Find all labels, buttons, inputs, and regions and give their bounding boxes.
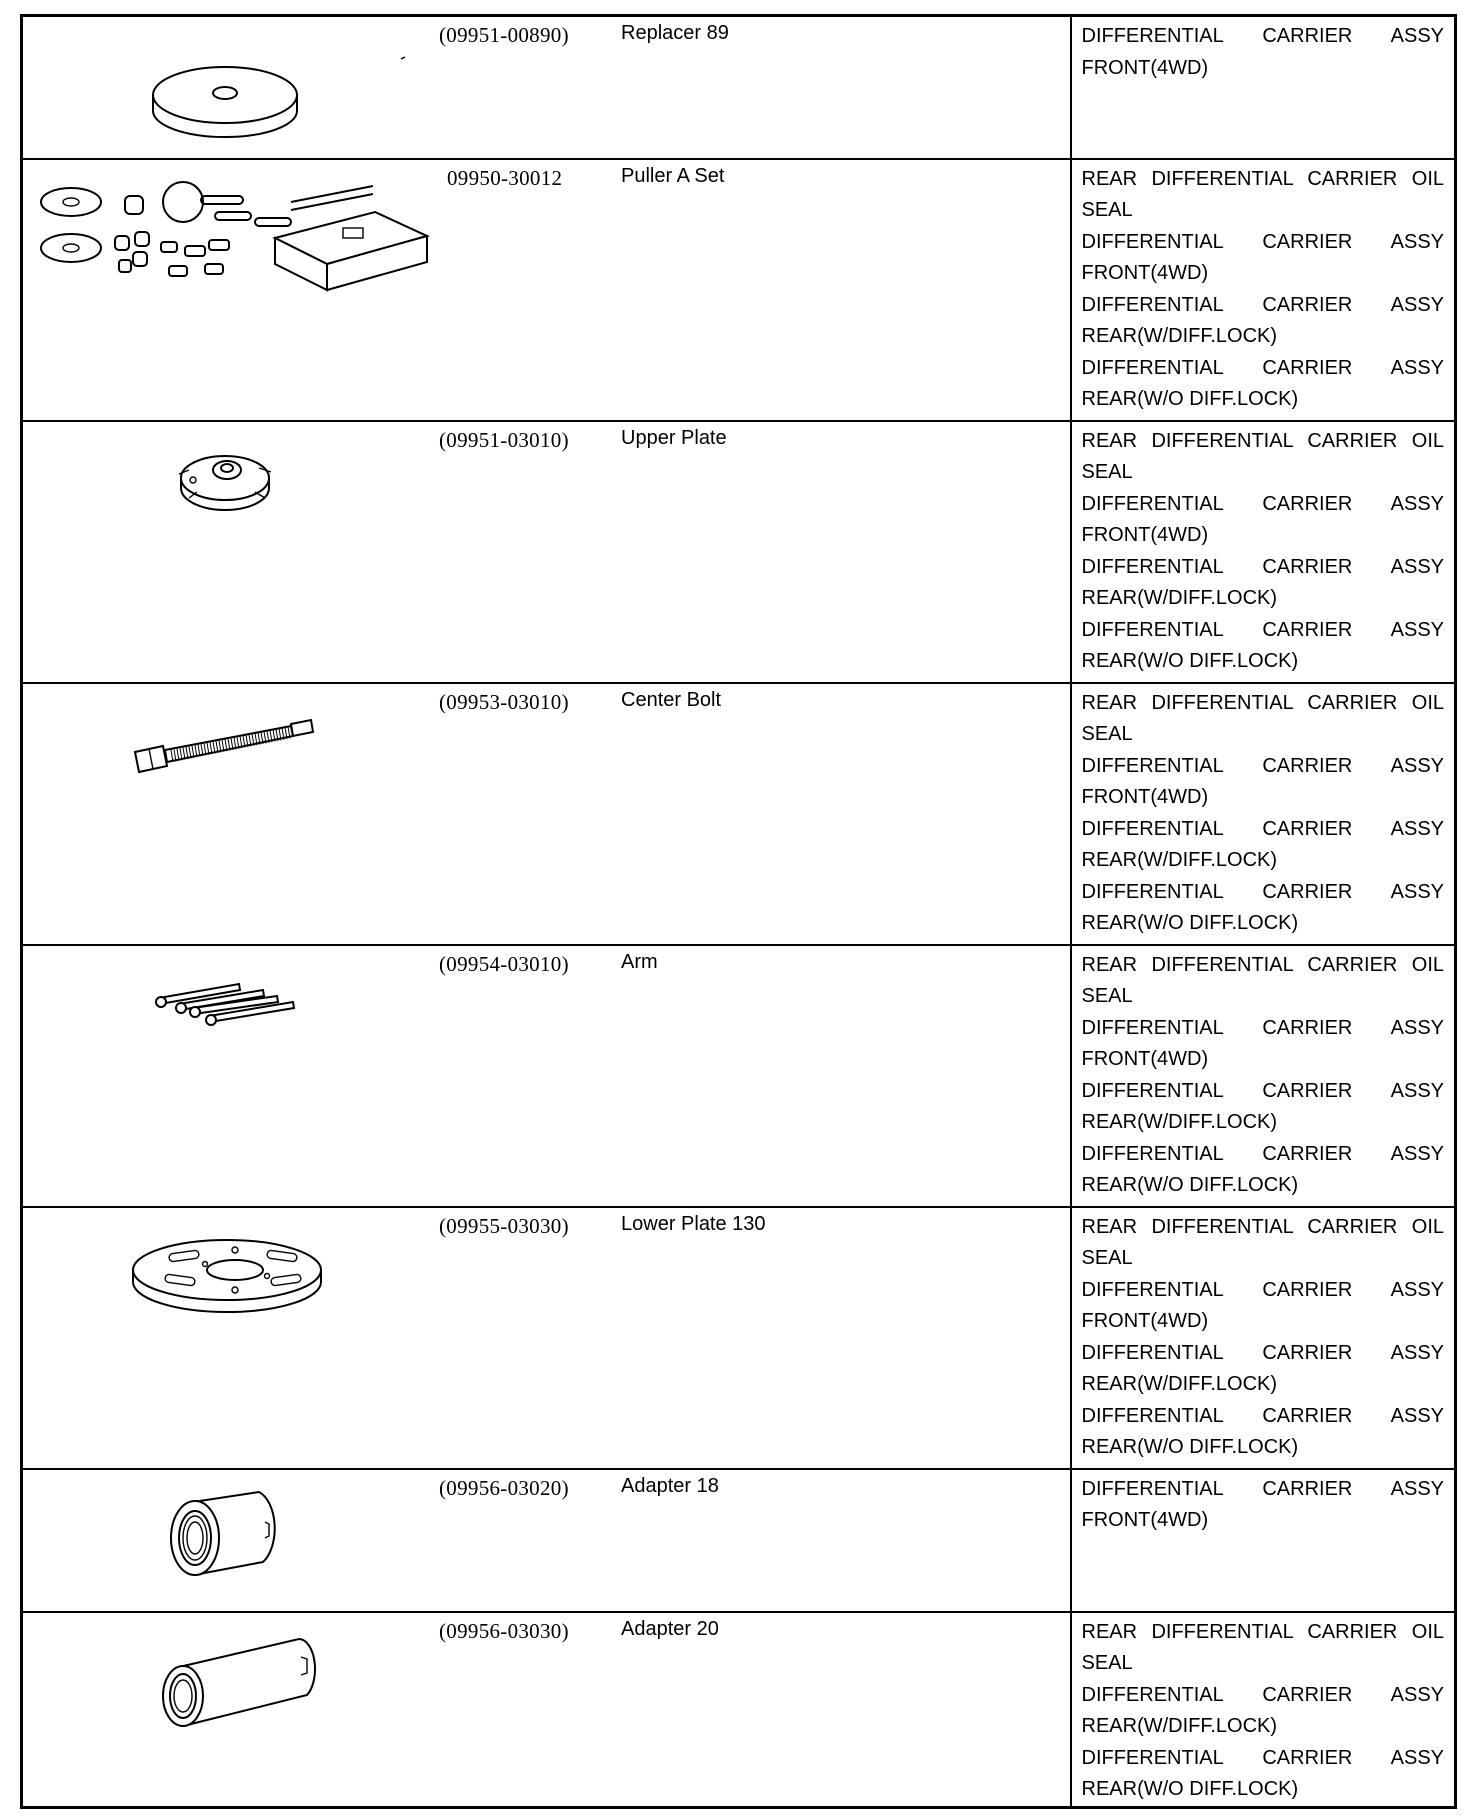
lower-plate-illustration — [29, 1214, 439, 1344]
application-item: REAR DIFFERENTIAL CARRIER OIL SEAL — [1081, 429, 1444, 483]
tool-name: Adapter 20 — [621, 1617, 719, 1640]
tool-name: Arm — [621, 950, 658, 973]
table-row — [22, 1612, 1456, 1808]
tool-name: Puller A Set — [621, 164, 725, 187]
replacer-disc-illustration — [29, 23, 439, 153]
tool-name: Replacer 89 — [621, 22, 729, 44]
table-row — [22, 1207, 1456, 1469]
application-item: DIFFERENTIAL CARRIER ASSY FRONT(4WD) — [1081, 1016, 1444, 1070]
application-item: DIFFERENTIAL CARRIER ASSY REAR(W/O DIFF.LOCK) — [1081, 618, 1444, 672]
application-item: DIFFERENTIAL CARRIER ASSY FRONT(4WD) — [1081, 1477, 1444, 1531]
table-row — [22, 159, 1456, 421]
adapter-20-illustration — [29, 1619, 439, 1749]
applications-cell — [1071, 421, 1456, 683]
table-row — [22, 945, 1456, 1207]
application-item: DIFFERENTIAL CARRIER ASSY REAR(W/O DIFF.LOCK) — [1081, 1142, 1444, 1196]
table-row — [22, 683, 1456, 945]
applications-cell — [1071, 945, 1456, 1207]
tool-cell — [22, 945, 1071, 1207]
tool-cell — [22, 683, 1071, 945]
part-number: (09953-03010) — [439, 689, 569, 714]
tool-cell — [22, 1207, 1071, 1469]
center-bolt-illustration — [29, 690, 439, 820]
application-item: DIFFERENTIAL CARRIER ASSY REAR(W/O DIFF.LOCK) — [1081, 356, 1444, 410]
puller-set-illustration — [29, 166, 439, 296]
application-item: DIFFERENTIAL CARRIER ASSY REAR(W/DIFF.LOCK) — [1081, 1683, 1444, 1737]
part-number: (09955-03030) — [439, 1213, 569, 1238]
arm-illustration — [29, 952, 439, 1082]
applications-cell — [1071, 683, 1456, 945]
application-item: DIFFERENTIAL CARRIER ASSY FRONT(4WD) — [1081, 230, 1444, 284]
tool-cell — [22, 1612, 1071, 1808]
application-item: DIFFERENTIAL CARRIER ASSY REAR(W/DIFF.LOCK) — [1081, 817, 1444, 871]
applications-cell — [1071, 159, 1456, 421]
application-item: REAR DIFFERENTIAL CARRIER OIL SEAL — [1081, 691, 1444, 745]
tool-cell — [22, 1469, 1071, 1612]
part-number: (09951-00890) — [439, 23, 569, 47]
application-item: DIFFERENTIAL CARRIER ASSY REAR(W/O DIFF.LOCK) — [1081, 1404, 1444, 1458]
tool-cell — [22, 16, 1071, 159]
application-item: REAR DIFFERENTIAL CARRIER OIL SEAL — [1081, 167, 1444, 221]
tool-name: Lower Plate 130 — [621, 1212, 766, 1235]
applications-cell — [1071, 16, 1456, 159]
tool-name: Center Bolt — [621, 688, 722, 711]
application-item: DIFFERENTIAL CARRIER ASSY FRONT(4WD) — [1081, 25, 1444, 79]
tool-name: Upper Plate — [621, 426, 727, 449]
application-item: DIFFERENTIAL CARRIER ASSY FRONT(4WD) — [1081, 492, 1444, 546]
special-service-tools-table — [20, 14, 1457, 1809]
application-item: DIFFERENTIAL CARRIER ASSY FRONT(4WD) — [1081, 754, 1444, 808]
applications-cell — [1071, 1612, 1456, 1808]
table-row — [22, 421, 1456, 683]
part-number: (09951-03010) — [439, 427, 569, 452]
adapter-18-illustration — [29, 1476, 439, 1606]
tool-cell — [22, 421, 1071, 683]
table-row — [22, 16, 1456, 159]
application-item: DIFFERENTIAL CARRIER ASSY REAR(W/O DIFF.LOCK) — [1081, 1746, 1444, 1800]
tool-name: Adapter 18 — [621, 1474, 719, 1497]
part-number: 09950-30012 — [447, 165, 563, 190]
application-item: DIFFERENTIAL CARRIER ASSY FRONT(4WD) — [1081, 1278, 1444, 1332]
part-number: (09956-03030) — [439, 1618, 569, 1643]
application-item: DIFFERENTIAL CARRIER ASSY REAR(W/O DIFF.LOCK) — [1081, 880, 1444, 934]
application-item: DIFFERENTIAL CARRIER ASSY REAR(W/DIFF.LOCK) — [1081, 555, 1444, 609]
application-item: REAR DIFFERENTIAL CARRIER OIL SEAL — [1081, 953, 1444, 1007]
applications-cell — [1071, 1469, 1456, 1612]
applications-cell — [1071, 1207, 1456, 1469]
table-row — [22, 1469, 1456, 1612]
tool-cell — [22, 159, 1071, 421]
application-item: REAR DIFFERENTIAL CARRIER OIL SEAL — [1081, 1620, 1444, 1674]
application-item: DIFFERENTIAL CARRIER ASSY REAR(W/DIFF.LOCK) — [1081, 1341, 1444, 1395]
application-item: REAR DIFFERENTIAL CARRIER OIL SEAL — [1081, 1215, 1444, 1269]
part-number: (09956-03020) — [439, 1475, 569, 1500]
application-item: DIFFERENTIAL CARRIER ASSY REAR(W/DIFF.LOCK) — [1081, 293, 1444, 347]
part-number: (09954-03010) — [439, 951, 569, 976]
upper-plate-illustration — [29, 428, 439, 558]
application-item: DIFFERENTIAL CARRIER ASSY REAR(W/DIFF.LOCK) — [1081, 1079, 1444, 1133]
